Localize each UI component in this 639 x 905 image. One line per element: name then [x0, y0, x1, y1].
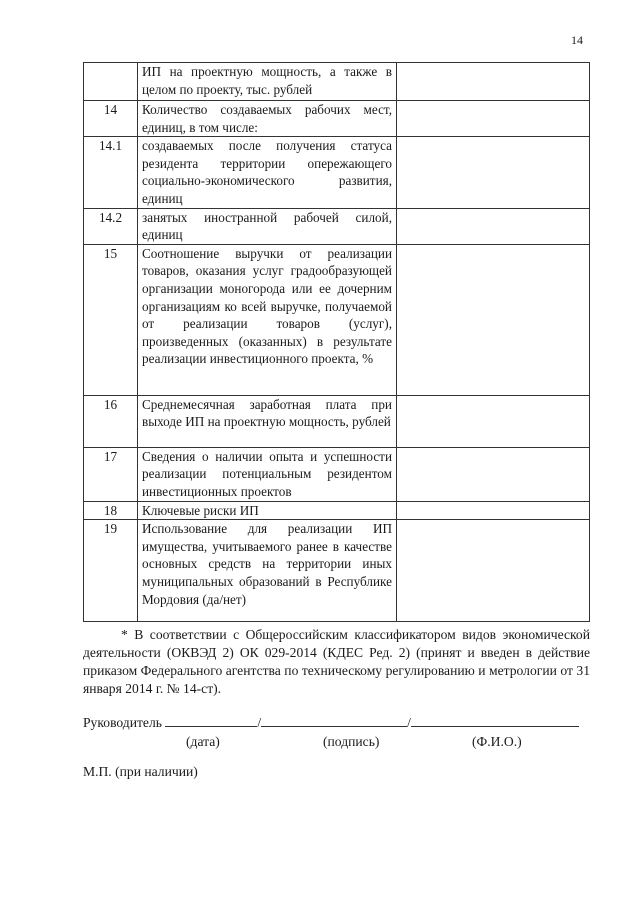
- table-row: [84, 208, 590, 244]
- row-value-cell[interactable]: [397, 395, 590, 447]
- footnote-text: * В соответствии с Общероссийским классификатором видов экономической деятельности (ОКВЭД 2) ОК 029-2014 (КДЕС Ред. 2) (принят и введен в действие приказом Федерального агентства по техническому регулированию и метрологии от 31 января 2014 г. № 14-ст).: [83, 627, 590, 696]
- row-number: 14.1: [84, 137, 138, 208]
- row-value-cell[interactable]: [397, 520, 590, 622]
- name-blank[interactable]: [411, 712, 579, 727]
- table-row: [84, 520, 590, 622]
- row-value-cell[interactable]: [397, 447, 590, 501]
- stamp-note: М.П. (при наличии): [83, 764, 198, 779]
- row-description: Использование для реализации ИП имущества, учитываемого ранее в качестве основных средств на территории иных муниципальных образований в Республике Мордовия (да/нет): [138, 520, 397, 622]
- row-number: 14: [84, 101, 138, 137]
- row-number: 16: [84, 395, 138, 447]
- row-number: 19: [84, 520, 138, 622]
- table-row: [84, 101, 590, 137]
- table-row: [84, 501, 590, 520]
- row-description: Соотношение выручки от реализации товаров, оказания услуг градообразующей организации моногорода или ее дочерним организациям ко всей выручке, получаемой от реализации товаров (услуг), произведенных (оказанных) в результате реализации инвестиционного проекта, %: [138, 244, 397, 395]
- table-row: [84, 137, 590, 208]
- date-blank[interactable]: [165, 712, 257, 727]
- table-row: [84, 395, 590, 447]
- separator-2: /: [407, 715, 411, 730]
- row-description: Среднемесячная заработная плата при выходе ИП на проектную мощность, рублей: [138, 395, 397, 447]
- table-row: [84, 447, 590, 501]
- row-value-cell[interactable]: [397, 244, 590, 395]
- signature-line: [83, 712, 593, 731]
- row-value-cell[interactable]: [397, 208, 590, 244]
- table-row: [84, 63, 590, 101]
- row-value-cell[interactable]: [397, 137, 590, 208]
- row-number: [84, 63, 138, 101]
- row-description: Ключевые риски ИП: [138, 501, 397, 520]
- row-description: занятых иностранной рабочей силой, единиц: [138, 208, 397, 244]
- signature-label: Руководитель: [83, 715, 162, 730]
- row-number: 17: [84, 447, 138, 501]
- indicators-table: [83, 62, 590, 622]
- row-description: Количество создаваемых рабочих мест, единиц, в том числе:: [138, 101, 397, 137]
- row-description: Сведения о наличии опыта и успешности реализации потенциальным резидентом инвестиционных проектов: [138, 447, 397, 501]
- row-description: создаваемых после получения статуса резидента территории опережающего социально-экономического развития, единиц: [138, 137, 397, 208]
- row-number: 15: [84, 244, 138, 395]
- row-value-cell[interactable]: [397, 101, 590, 137]
- footnote: [83, 626, 590, 698]
- row-description: ИП на проектную мощность, а также в целом по проекту, тыс. рублей: [138, 63, 397, 101]
- signature-caption: (подпись): [323, 734, 380, 749]
- row-number: 14.2: [84, 208, 138, 244]
- row-value-cell[interactable]: [397, 501, 590, 520]
- page-number: 14: [571, 33, 583, 47]
- signature-blank[interactable]: [261, 712, 407, 727]
- row-number: 18: [84, 501, 138, 520]
- date-caption: (дата): [186, 734, 220, 749]
- table-row: [84, 244, 590, 395]
- row-value-cell[interactable]: [397, 63, 590, 101]
- separator-1: /: [257, 715, 262, 730]
- name-caption: (Ф.И.О.): [472, 734, 522, 749]
